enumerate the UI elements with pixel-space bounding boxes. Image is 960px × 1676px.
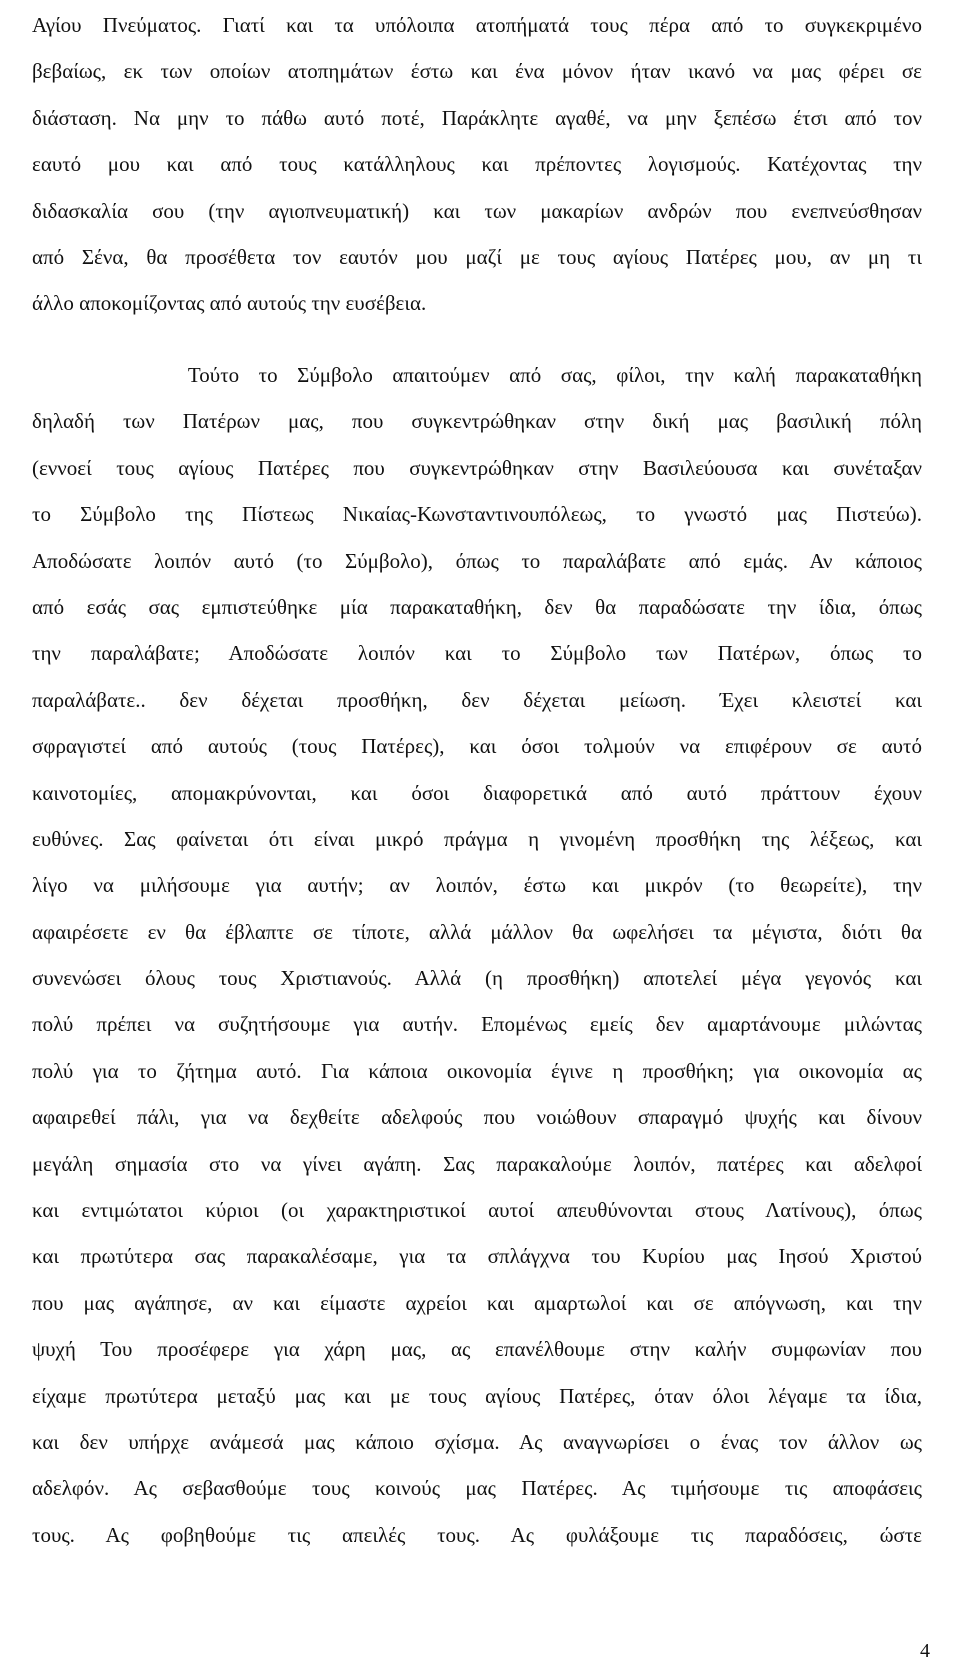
text-line: δηλαδή των Πατέρων μας, που συγκεντρώθηκαν στην δική μας βασιλική πόλη bbox=[32, 409, 922, 434]
text-line: την παραλάβατε; Αποδώσατε λοιπόν και το Σύμβολο των Πατέρων, όπως το bbox=[32, 641, 922, 666]
text-line: και εντιμώτατοι κύριοι (οι χαρακτηριστικοί αυτοί απευθύνονται στους Λατίνους), όπως bbox=[32, 1198, 922, 1223]
text-line: και πρωτύτερα σας παρακαλέσαμε, για τα σπλάγχνα του Κυρίου μας Ιησού Χριστού bbox=[32, 1244, 922, 1269]
text-line: συνενώσει όλους τους Χριστιανούς. Αλλά (η προσθήκη) αποτελεί μέγα γεγονός και bbox=[32, 966, 922, 991]
text-line: εαυτό μου και από τους κατάλληλους και πρέποντες λογισμούς. Κατέχοντας την bbox=[32, 152, 922, 177]
text-line: τους. Ας φοβηθούμε τις απειλές τους. Ας φυλάξουμε τις παραδόσεις, ώστε bbox=[32, 1522, 922, 1547]
paragraph-2 bbox=[32, 352, 922, 1605]
paragraph-1 bbox=[32, 2, 922, 327]
text-line: καινοτομίες, απομακρύνονται, και όσοι διαφορετικά από αυτό πράττουν έχουν bbox=[32, 780, 922, 805]
text-line: ευθύνες. Σας φαίνεται ότι είναι μικρό πράγμα η γινομένη προσθήκη της λέξεως, και bbox=[32, 826, 922, 851]
text-line: βεβαίως, εκ των οποίων ατοπημάτων έστω και ένα μόνον ήταν ικανό να μας φέρει σε bbox=[32, 59, 922, 84]
text-line: αφαιρέσετε εν θα έβλαπτε σε τίποτε, αλλά μάλλον θα ωφελήσει τα μέγιστα, διότι θα bbox=[32, 919, 922, 944]
text-line: είχαμε πρωτύτερα μεταξύ μας και με τους αγίους Πατέρες, όταν όλοι λέγαμε τα ίδια, bbox=[32, 1383, 922, 1408]
text-line: Αγίου Πνεύματος. Γιατί και τα υπόλοιπα ατοπήματά τους πέρα από το συγκεκριμένο bbox=[32, 13, 922, 37]
text-line: Τούτο το Σύμβολο απαιτούμεν από σας, φίλοι, την καλή παρακαταθήκη bbox=[32, 363, 922, 387]
text-line: διάσταση. Να μην το πάθω αυτό ποτέ, Παράκλητε αγαθέ, να μην ξεπέσω έτσι από τον bbox=[32, 105, 922, 130]
text-line: πολύ για το ζήτημα αυτό. Για κάποια οικονομία έγινε η προσθήκη; για οικονομία ας bbox=[32, 1058, 922, 1083]
text-line: το Σύμβολο της Πίστεως Νικαίας-Κωνσταντινουπόλεως, το γνωστό μας Πιστεύω). bbox=[32, 502, 922, 527]
text-line: ψυχή Του προσέφερε για χάρη μας, ας επανέλθουμε στην καλήν συμφωνίαν που bbox=[32, 1337, 922, 1362]
text-line: σφραγιστεί από αυτούς (τους Πατέρες), και όσοι τολμούν να επιφέρουν σε αυτό bbox=[32, 734, 922, 759]
text-line bbox=[32, 1558, 922, 1604]
text-line: πολύ πρέπει να συζητήσουμε για αυτήν. Επομένως εμείς δεν αμαρτάνουμε μιλώντας bbox=[32, 1012, 922, 1037]
text-line: από Σένα, θα προσέθετα τον εαυτόν μου μαζί με τους αγίους Πατέρες μου, αν μη τι bbox=[32, 244, 922, 269]
text-line: και δεν υπήρχε ανάμεσά μας κάποιο σχίσμα. Ας αναγνωρίσει ο ένας τον άλλον ως bbox=[32, 1429, 922, 1454]
text-line: που μας αγάπησε, αν και είμαστε αχρείοι και αμαρτωλοί και σε απόγνωση, και την bbox=[32, 1290, 922, 1315]
text-line: Αποδώσατε λοιπόν αυτό (το Σύμβολο), όπως το παραλάβατε από εμάς. Αν κάποιος bbox=[32, 548, 922, 573]
text-line: άλλο αποκομίζοντας από αυτούς την ευσέβεια. bbox=[32, 291, 427, 316]
page-number: 4 bbox=[920, 1640, 930, 1662]
text-line: διδασκαλία σου (την αγιοπνευματική) και των μακαρίων ανδρών που ενεπνεύσθησαν bbox=[32, 198, 922, 223]
text-line: λίγο να μιλήσουμε για αυτήν; αν λοιπόν, έστω και μικρόν (το θεωρείτε), την bbox=[32, 873, 922, 898]
text-line: μεγάλη σημασία στο να γίνει αγάπη. Σας παρακαλούμε λοιπόν, πατέρες και αδελφοί bbox=[32, 1151, 922, 1176]
text-line: από εσάς σας εμπιστεύθηκε μία παρακαταθήκη, δεν θα παραδώσατε την ίδια, όπως bbox=[32, 594, 922, 619]
text-line: αδελφόν. Ας σεβασθούμε τους κοινούς μας Πατέρες. Ας τιμήσουμε τις αποφάσεις bbox=[32, 1476, 922, 1501]
text-line: (εννοεί τους αγίους Πατέρες που συγκεντρώθηκαν στην Βασιλεύουσα και συνέταξαν bbox=[32, 455, 922, 480]
text-line: παραλάβατε.. δεν δέχεται προσθήκη, δεν δέχεται μείωση. Έχει κλειστεί και bbox=[32, 687, 922, 712]
text-line: αφαιρεθεί πάλι, για να δεχθείτε αδελφούς που νοιώθουν σπαραγμό ψυχής και δίνουν bbox=[32, 1105, 922, 1130]
